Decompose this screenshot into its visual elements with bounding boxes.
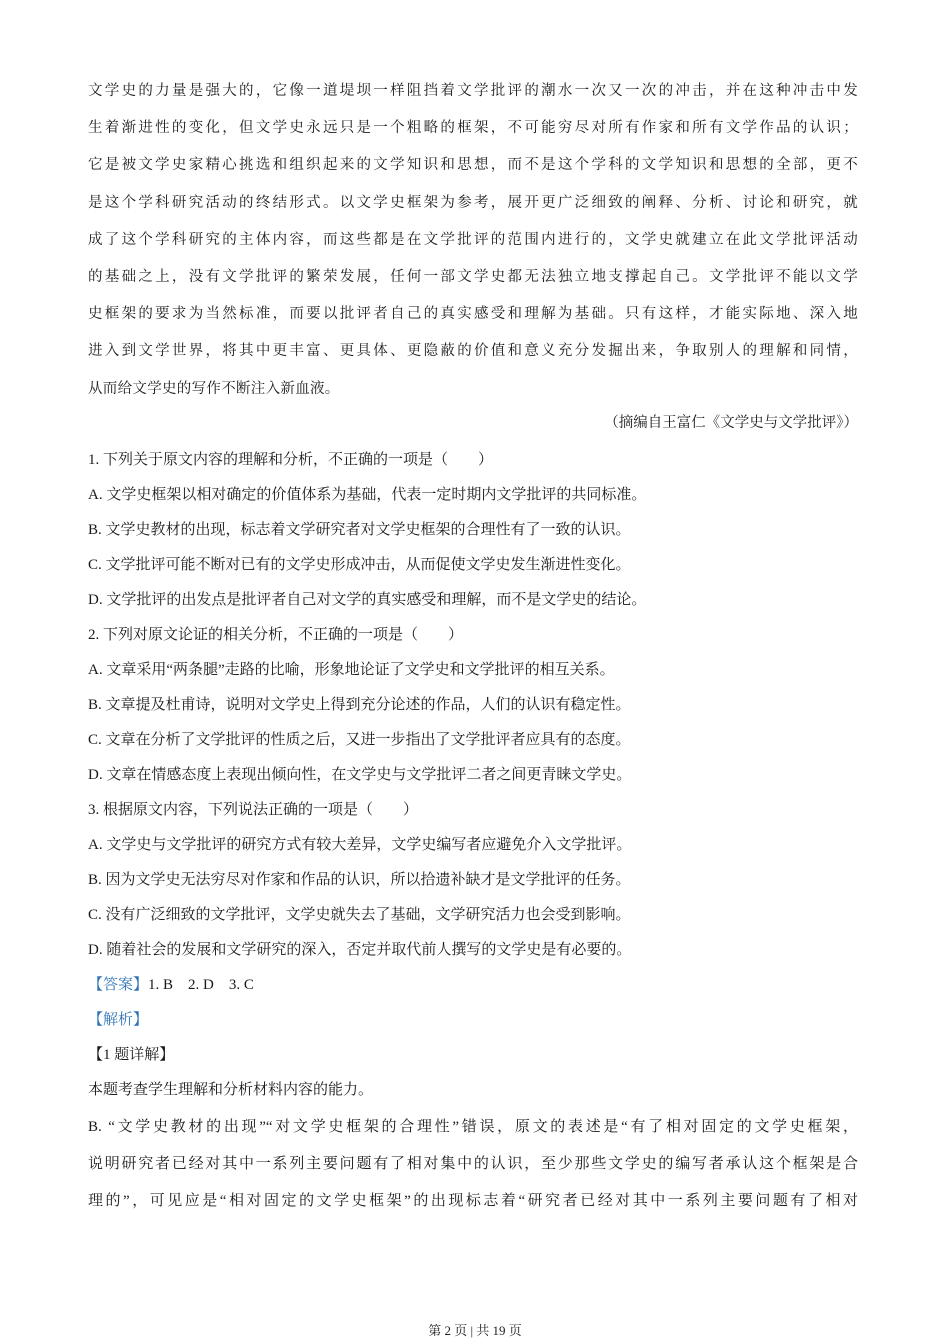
passage-line: 进入到文学世界，将其中更丰富、更具体、更隐蔽的价值和意义充分发掘出来，争取别人的理解和同情， [88,343,858,360]
option-c: C. 文章在分析了文学批评的性质之后，又进一步指出了文学批评者应具有的态度。 [88,732,631,748]
option-b: B. 文学史教材的出现，标志着文学研究者对文学史框架的合理性有了一致的认识。 [88,522,631,538]
option-a: A. 文章采用“两条腿”走路的比喻，形象地论证了文学史和文学批评的相互关系。 [88,662,615,678]
passage-line: 生着渐进性的变化，但文学史永远只是一个粗略的框架，不可能穷尽对所有作家和所有文学作品的认识； [88,120,858,137]
question-3 [88,797,868,972]
option-a: A. 文学史与文学批评的研究方式有较大差异，文学史编写者应避免介入文学批评。 [88,837,632,853]
answer-line [88,972,868,1007]
analysis-line: 说明研究者已经对其中一系列主要问题有了相对集中的认识，至少那些文学史的编写者承认这个框架是合 [88,1156,858,1172]
page-footer: 第 2 页 | 共 19 页 [428,1323,522,1338]
option-a: A. 文学史框架以相对确定的价值体系为基础，代表一定时期内文学批评的共同标准。 [88,487,647,503]
question-2 [88,622,868,797]
question-1 [88,447,868,622]
question-stem: 1. 下列关于原文内容的理解和分析，不正确的一项是（ ） [88,452,494,468]
option-d: D. 随着社会的发展和文学研究的深入，否定并取代前人撰写的文学史是有必要的。 [88,942,632,958]
question-stem: 3. 根据原文内容，下列说法正确的一项是（ ） [88,802,419,818]
analysis-intro-block [88,1077,868,1112]
passage-line: 它是被文学史家精心挑选和组织起来的文学知识和思想，而不是这个学科的文学知识和思想的全部，更不 [88,157,858,174]
passage-line: 史框架的要求为当然标准，而要以批评者自己的真实感受和理解为基础。只有这样，才能实际地、深入地 [88,306,858,323]
answer-section [88,972,868,1077]
question-stem: 2. 下列对原文论证的相关分析，不正确的一项是（ ） [88,627,464,643]
option-d: D. 文学批评的出发点是批评者自己对文学的真实感受和理解，而不是文学史的结论。 [88,592,647,608]
analysis-intro: 本题考查学生理解和分析材料内容的能力。 [88,1082,374,1098]
answer-text: 1. B 2. D 3. C [148,977,254,993]
answer-tag: 【答案】 [88,977,149,993]
q1-heading: 【1 题详解】 [88,1047,175,1063]
passage-line: 从而给文学史的写作不断注入新血液。 [88,380,340,397]
passage-line: 的基础之上，没有文学批评的繁荣发展，任何一部文学史都无法独立地支撑起自己。文学批评不能以文学 [88,268,858,285]
passage-line: 成了这个学科研究的主体内容，而这些都是在文学批评的范围内进行的，文学史就建立在此文学批评活动 [88,231,858,248]
passage-text [88,78,858,413]
analysis-tag: 【解析】 [88,1012,149,1028]
option-b: B. 文章提及杜甫诗，说明对文学史上得到充分论述的作品，人们的认识有稳定性。 [88,697,631,713]
option-c: C. 没有广泛细致的文学批评，文学史就失去了基础，文学研究活力也会受到影响。 [88,907,631,923]
option-c: C. 文学批评可能不断对已有的文学史形成冲击，从而促使文学史发生渐进性变化。 [88,557,631,573]
analysis-text [88,1114,858,1225]
analysis-line: 理的”，可见应是“相对固定的文学史框架”的出现标志着“研究者已经对其中一系列主要问题有了相对 [88,1193,858,1209]
passage-source: （摘编自王富仁《文学史与文学批评》） [604,415,858,431]
analysis-line [88,1007,868,1042]
option-b: B. 因为文学史无法穷尽对作家和作品的认识，所以拾遗补缺才是文学批评的任务。 [88,872,631,888]
option-d: D. 文章在情感态度上表现出倾向性，在文学史与文学批评二者之间更青睐文学史。 [88,767,632,783]
passage-line: 是这个学科研究活动的终结形式。以文学史框架为参考，展开更广泛细致的阐释、分析、讨论和研究，就 [88,194,858,211]
passage-line: 文学史的力量是强大的，它像一道堤坝一样阻挡着文学批评的潮水一次又一次的冲击，并在这种冲击中发 [88,83,858,99]
analysis-line: B. “文学史教材的出现”“对文学史框架的合理性”错误，原文的表述是“有了相对固定的文学史框架， [88,1119,858,1135]
